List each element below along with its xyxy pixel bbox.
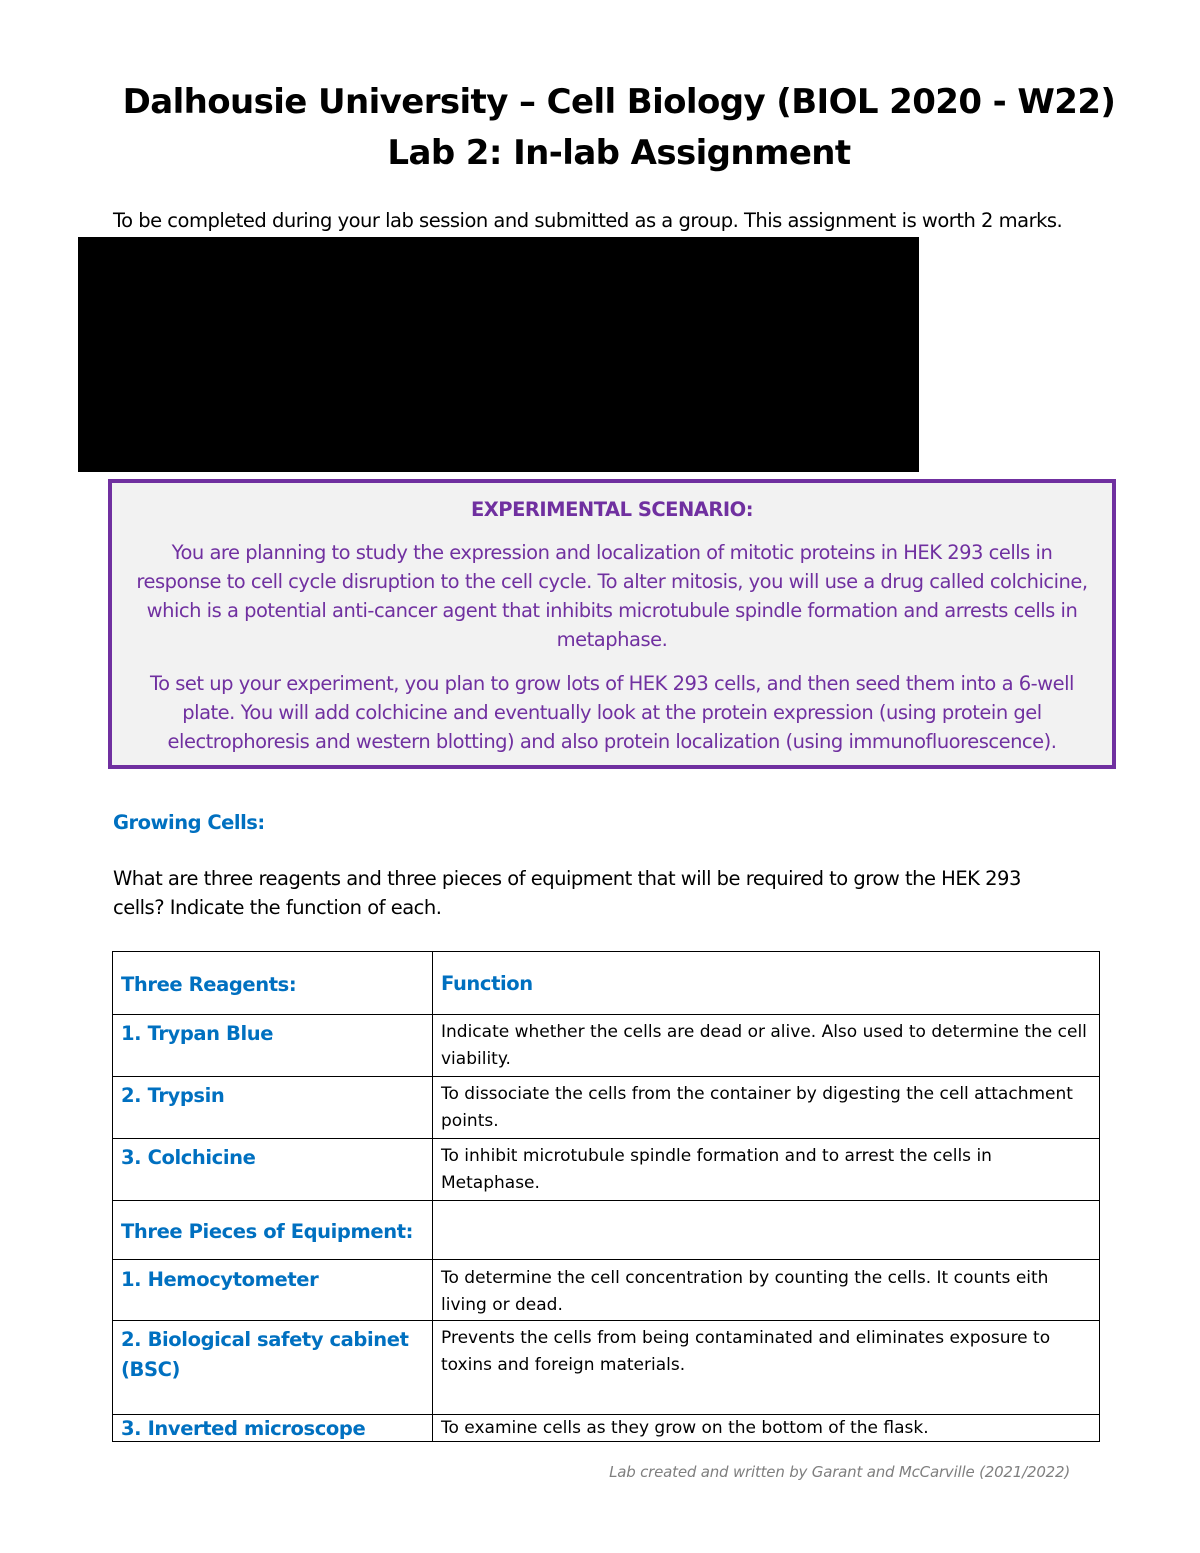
equipment-name-cell: 1. Hemocytometer bbox=[113, 1260, 433, 1321]
reagent-name-cell: 3. Colchicine bbox=[113, 1139, 433, 1201]
scenario-paragraph-2: To set up your experiment, you plan to grow lots of HEK 293 cells, and then seed them into a 6-well plate. You will add colchicine and eventually look at the protein expression (using protein gel electrophoresis and western blotting) and also protein localization (using immunofluorescence). bbox=[150, 672, 1074, 753]
equipment-name-cell: 3. Inverted microscope bbox=[113, 1415, 433, 1442]
equipment-header-row bbox=[113, 1201, 1100, 1260]
equipment-function-cell: To examine cells as they grow on the bottom of the flask. bbox=[433, 1415, 1100, 1442]
function-header-cell: Function bbox=[433, 952, 1100, 1015]
growing-cells-question: What are three reagents and three pieces of equipment that will be required to grow the HEK 293 cells? Indicate the function of each. bbox=[113, 867, 1021, 919]
table-row bbox=[113, 1139, 1100, 1201]
footer-credit: Lab created and written by Garant and McCarville (2021/2022) bbox=[609, 1463, 1070, 1481]
reagent-function-cell: Indicate whether the cells are dead or alive. Also used to determine the cell viability. bbox=[433, 1015, 1100, 1077]
intro-text: To be completed during your lab session and submitted as a group. This assignment is worth 2 marks. bbox=[113, 209, 1063, 232]
equipment-name-cell: 2. Biological safety cabinet (BSC) bbox=[113, 1321, 433, 1415]
experimental-scenario-box bbox=[108, 479, 1116, 769]
reagents-header-cell: Three Reagents: bbox=[113, 952, 433, 1015]
reagent-function-cell: To inhibit microtubule spindle formation and to arrest the cells in Metaphase. bbox=[433, 1139, 1100, 1201]
table-row bbox=[113, 1077, 1100, 1139]
table-row bbox=[113, 1415, 1100, 1442]
reagents-equipment-table bbox=[112, 951, 1100, 1442]
table-row bbox=[113, 1015, 1100, 1077]
table-row bbox=[113, 1321, 1100, 1415]
equipment-function-cell: To determine the cell concentration by counting the cells. It counts eith living or dead. bbox=[433, 1260, 1100, 1321]
redacted-block bbox=[78, 237, 919, 472]
reagent-name-cell: 2. Trypsin bbox=[113, 1077, 433, 1139]
table-row bbox=[113, 1260, 1100, 1321]
reagent-name-cell: 1. Trypan Blue bbox=[113, 1015, 433, 1077]
growing-cells-heading: Growing Cells: bbox=[113, 811, 265, 834]
reagent-function-cell: To dissociate the cells from the container by digesting the cell attachment points. bbox=[433, 1077, 1100, 1139]
document-subtitle: Lab 2: In-lab Assignment bbox=[387, 133, 851, 173]
table-header-row bbox=[113, 952, 1100, 1015]
scenario-paragraph-1: You are planning to study the expression and localization of mitotic proteins in HEK 293 cells in response to cell cycle disruption to the cell cycle. To alter mitosis, you will use a drug called colchicine, which is a potential anti-cancer agent that inhibits microtubule spindle formation and arrests cells in metaphase. bbox=[136, 541, 1088, 651]
equipment-function-cell: Prevents the cells from being contaminated and eliminates exposure to toxins and foreign materials. bbox=[433, 1321, 1100, 1415]
equipment-header-cell: Three Pieces of Equipment: bbox=[113, 1201, 433, 1260]
empty-cell bbox=[433, 1201, 1100, 1260]
scenario-heading: EXPERIMENTAL SCENARIO: bbox=[470, 498, 754, 521]
document-title: Dalhousie University – Cell Biology (BIOL 2020 - W22) bbox=[122, 82, 1116, 122]
